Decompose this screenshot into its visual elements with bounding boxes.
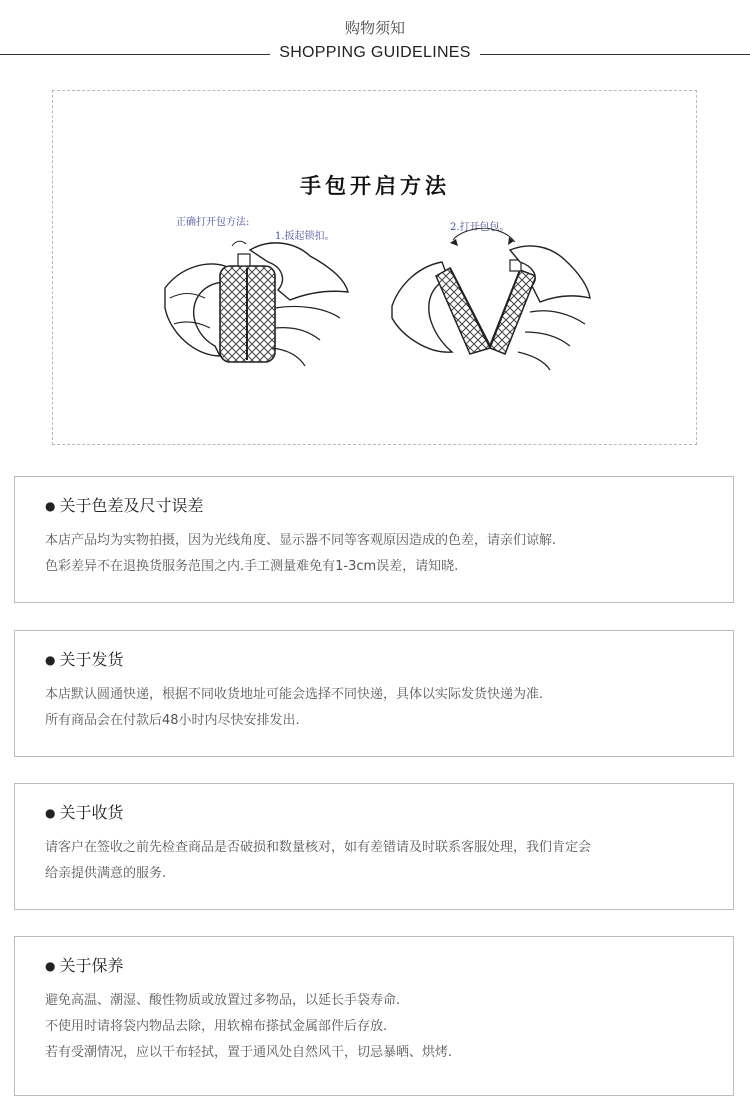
section-line: 给亲提供满意的服务. bbox=[45, 866, 167, 881]
section-title-text: 关于发货 bbox=[59, 650, 124, 669]
section-title-text: 关于保养 bbox=[59, 956, 124, 975]
header-title-cn: 购物须知 bbox=[344, 19, 405, 37]
section-title bbox=[45, 953, 124, 976]
guide-step2-caption: 2.打开包包。 bbox=[450, 222, 510, 233]
section-line: 色彩差异不在退换货服务范围之内.手工测量难免有1-3cm误差，请知晓. bbox=[45, 559, 459, 574]
header-title-en: SHOPPING GUIDELINES bbox=[279, 44, 471, 61]
section-body bbox=[45, 835, 591, 887]
section-title-text: 关于收货 bbox=[59, 803, 124, 822]
section-title bbox=[45, 800, 124, 823]
bullet-icon: ● bbox=[45, 959, 56, 973]
section-line: 本店产品均为实物拍摄，因为光线角度、显示器不同等客观原因造成的色差，请亲们谅解. bbox=[45, 533, 557, 548]
guide-title: 手包开启方法 bbox=[300, 173, 450, 198]
section-line: 请客户在签收之前先检查商品是否破损和数量核对，如有差错请及时联系客服处理，我们肯定会 bbox=[45, 840, 592, 855]
section-body bbox=[45, 682, 543, 734]
bullet-icon: ● bbox=[45, 499, 56, 513]
section-body bbox=[45, 988, 452, 1066]
open-clutch-illustration bbox=[390, 228, 595, 378]
guide-step1-caption: 1.扳起锁扣。 bbox=[275, 231, 335, 242]
section-line: 所有商品会在付款后48小时内尽快安排发出. bbox=[45, 713, 300, 728]
bag-opening-guide-panel bbox=[52, 90, 697, 445]
section-line: 不使用时请将袋内物品去除，用软棉布搽拭金属部件后存放. bbox=[45, 1019, 388, 1034]
section-shipping bbox=[14, 630, 734, 757]
section-receiving bbox=[14, 783, 734, 910]
header-rule-right bbox=[480, 54, 750, 55]
section-title bbox=[45, 493, 204, 516]
closed-clutch-illustration bbox=[160, 228, 360, 378]
section-title bbox=[45, 647, 124, 670]
section-line: 若有受潮情况，应以干布轻拭，置于通风处自然风干，切忌暴晒、烘烤. bbox=[45, 1045, 453, 1060]
page-header bbox=[0, 0, 750, 75]
section-line: 避免高温、潮湿、酸性物质或放置过多物品，以延长手袋寿命. bbox=[45, 993, 401, 1008]
section-line: 本店默认圆通快递，根据不同收货地址可能会选择不同快递，具体以实际发货快递为准. bbox=[45, 687, 544, 702]
section-care bbox=[14, 936, 734, 1096]
guide-left-caption: 正确打开包方法: bbox=[176, 217, 250, 228]
bullet-icon: ● bbox=[45, 806, 56, 820]
bullet-icon: ● bbox=[45, 653, 56, 667]
section-title-text: 关于色差及尺寸误差 bbox=[59, 496, 204, 515]
section-body bbox=[45, 528, 556, 580]
section-color-size bbox=[14, 476, 734, 603]
